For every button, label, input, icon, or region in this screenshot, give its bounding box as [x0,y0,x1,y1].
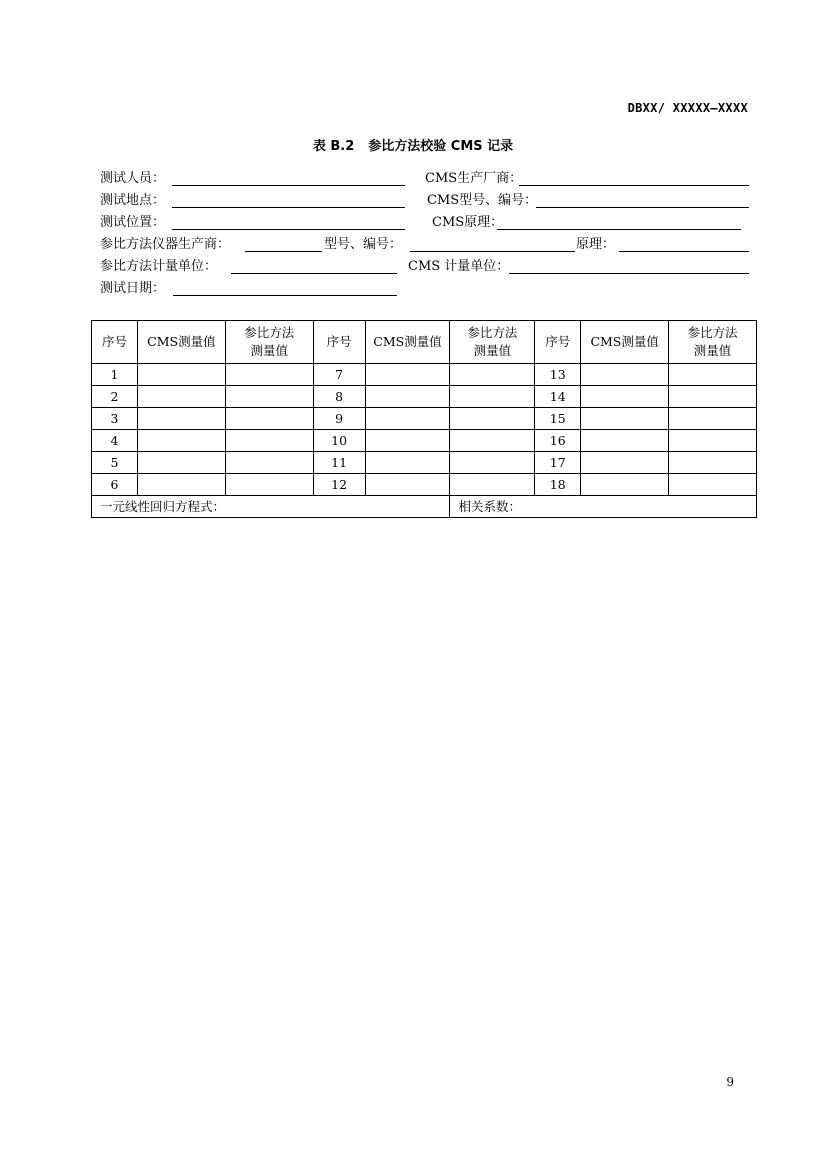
test-date-label: 测试日期： [100,281,166,296]
seq-cell: 4 [92,430,138,452]
cms-model-label: CMS型号、编号： [427,193,538,208]
ref-value-cell[interactable] [669,364,757,386]
seq-cell: 1 [92,364,138,386]
cms-value-cell[interactable] [365,408,450,430]
ref-unit-label: 参比方法计量单位： [100,259,218,274]
cms-value-cell[interactable] [137,430,225,452]
test-site-field[interactable] [172,192,405,208]
seq-cell: 8 [313,386,365,408]
seq-cell: 17 [535,452,581,474]
ref-value-cell[interactable] [669,474,757,496]
cms-value-cell[interactable] [365,452,450,474]
cms-value-cell[interactable] [137,474,225,496]
cms-value-cell[interactable] [365,430,450,452]
ref-value-cell[interactable] [450,364,535,386]
cms-value-cell[interactable] [581,408,669,430]
cms-model-field[interactable] [536,192,749,208]
principle-field[interactable] [619,236,749,252]
ref-value-cell[interactable] [225,430,313,452]
form-row-tester [0,170,826,188]
cms-unit-label: CMS 计量单位： [408,259,510,274]
ref-manufacturer-field[interactable] [245,236,322,252]
header-seq: 序号 [535,321,581,364]
table-row [92,386,757,408]
ref-value-cell[interactable] [450,408,535,430]
cms-manufacturer-label: CMS生产厂商： [425,171,523,186]
test-position-label: 测试位置： [100,215,166,230]
ref-value-cell[interactable] [450,452,535,474]
ref-value-cell[interactable] [450,430,535,452]
table-header-row [92,321,757,364]
form-row-date [0,280,826,298]
header-cms: CMS测量值 [365,321,450,364]
seq-cell: 9 [313,408,365,430]
table-title-text: 参比方法校验 CMS 记录 [368,139,514,154]
seq-cell: 13 [535,364,581,386]
table-row [92,364,757,386]
document-code: DBXX/ XXXXX—XXXX [627,101,748,115]
cms-unit-field[interactable] [509,258,749,274]
table-title [0,135,826,154]
cms-value-cell[interactable] [581,474,669,496]
cms-value-cell[interactable] [365,386,450,408]
header-cms: CMS测量值 [581,321,669,364]
ref-value-cell[interactable] [669,452,757,474]
cms-value-cell[interactable] [581,364,669,386]
cms-value-cell[interactable] [365,474,450,496]
seq-cell: 18 [535,474,581,496]
seq-cell: 3 [92,408,138,430]
ref-value-cell[interactable] [450,386,535,408]
cms-value-cell[interactable] [581,430,669,452]
header-ref: 参比方法 测量值 [450,321,535,364]
tester-label: 测试人员： [100,171,166,186]
ref-value-cell[interactable] [669,408,757,430]
table-footer-row [92,496,757,518]
seq-cell: 11 [313,452,365,474]
cms-value-cell[interactable] [137,408,225,430]
seq-cell: 15 [535,408,581,430]
regression-equation-cell[interactable]: 一元线性回归方程式： [92,496,450,518]
header-ref: 参比方法 测量值 [225,321,313,364]
tester-field[interactable] [172,170,405,186]
cms-value-cell[interactable] [581,386,669,408]
model-no-field[interactable] [410,236,575,252]
test-site-label: 测试地点： [100,193,166,208]
seq-cell: 2 [92,386,138,408]
seq-cell: 6 [92,474,138,496]
ref-value-cell[interactable] [225,386,313,408]
ref-value-cell[interactable] [450,474,535,496]
form-row-site [0,192,826,210]
cms-value-cell[interactable] [581,452,669,474]
ref-manufacturer-label: 参比方法仪器生产商： [100,237,231,252]
seq-cell: 7 [313,364,365,386]
header-ref: 参比方法 测量值 [669,321,757,364]
seq-cell: 12 [313,474,365,496]
correlation-coefficient-cell[interactable]: 相关系数： [450,496,757,518]
seq-cell: 14 [535,386,581,408]
ref-value-cell[interactable] [669,430,757,452]
table-row [92,452,757,474]
table-row [92,430,757,452]
test-date-field[interactable] [173,280,397,296]
table-row [92,474,757,496]
cms-record-table [91,320,757,518]
seq-cell: 10 [313,430,365,452]
header-seq: 序号 [92,321,138,364]
ref-value-cell[interactable] [669,386,757,408]
table-row [92,408,757,430]
model-no-label: 型号、编号： [324,237,403,252]
cms-value-cell[interactable] [365,364,450,386]
table-number: 表 B.2 [312,139,355,154]
header-cms: CMS测量值 [137,321,225,364]
seq-cell: 5 [92,452,138,474]
cms-manufacturer-field[interactable] [519,170,749,186]
seq-cell: 16 [535,430,581,452]
principle-label: 原理： [576,237,616,252]
page-number: 9 [726,1075,734,1089]
ref-value-cell[interactable] [225,408,313,430]
form-row-units [0,258,826,276]
ref-value-cell[interactable] [225,452,313,474]
test-position-field[interactable] [172,214,405,230]
cms-value-cell[interactable] [137,452,225,474]
cms-value-cell[interactable] [137,364,225,386]
form-row-position [0,214,826,232]
cms-principle-field[interactable] [497,214,741,230]
ref-unit-field[interactable] [231,258,397,274]
cms-principle-label: CMS原理： [432,215,504,230]
form-row-ref-instrument [0,236,826,254]
cms-value-cell[interactable] [137,386,225,408]
header-seq: 序号 [313,321,365,364]
ref-value-cell[interactable] [225,474,313,496]
ref-value-cell[interactable] [225,364,313,386]
